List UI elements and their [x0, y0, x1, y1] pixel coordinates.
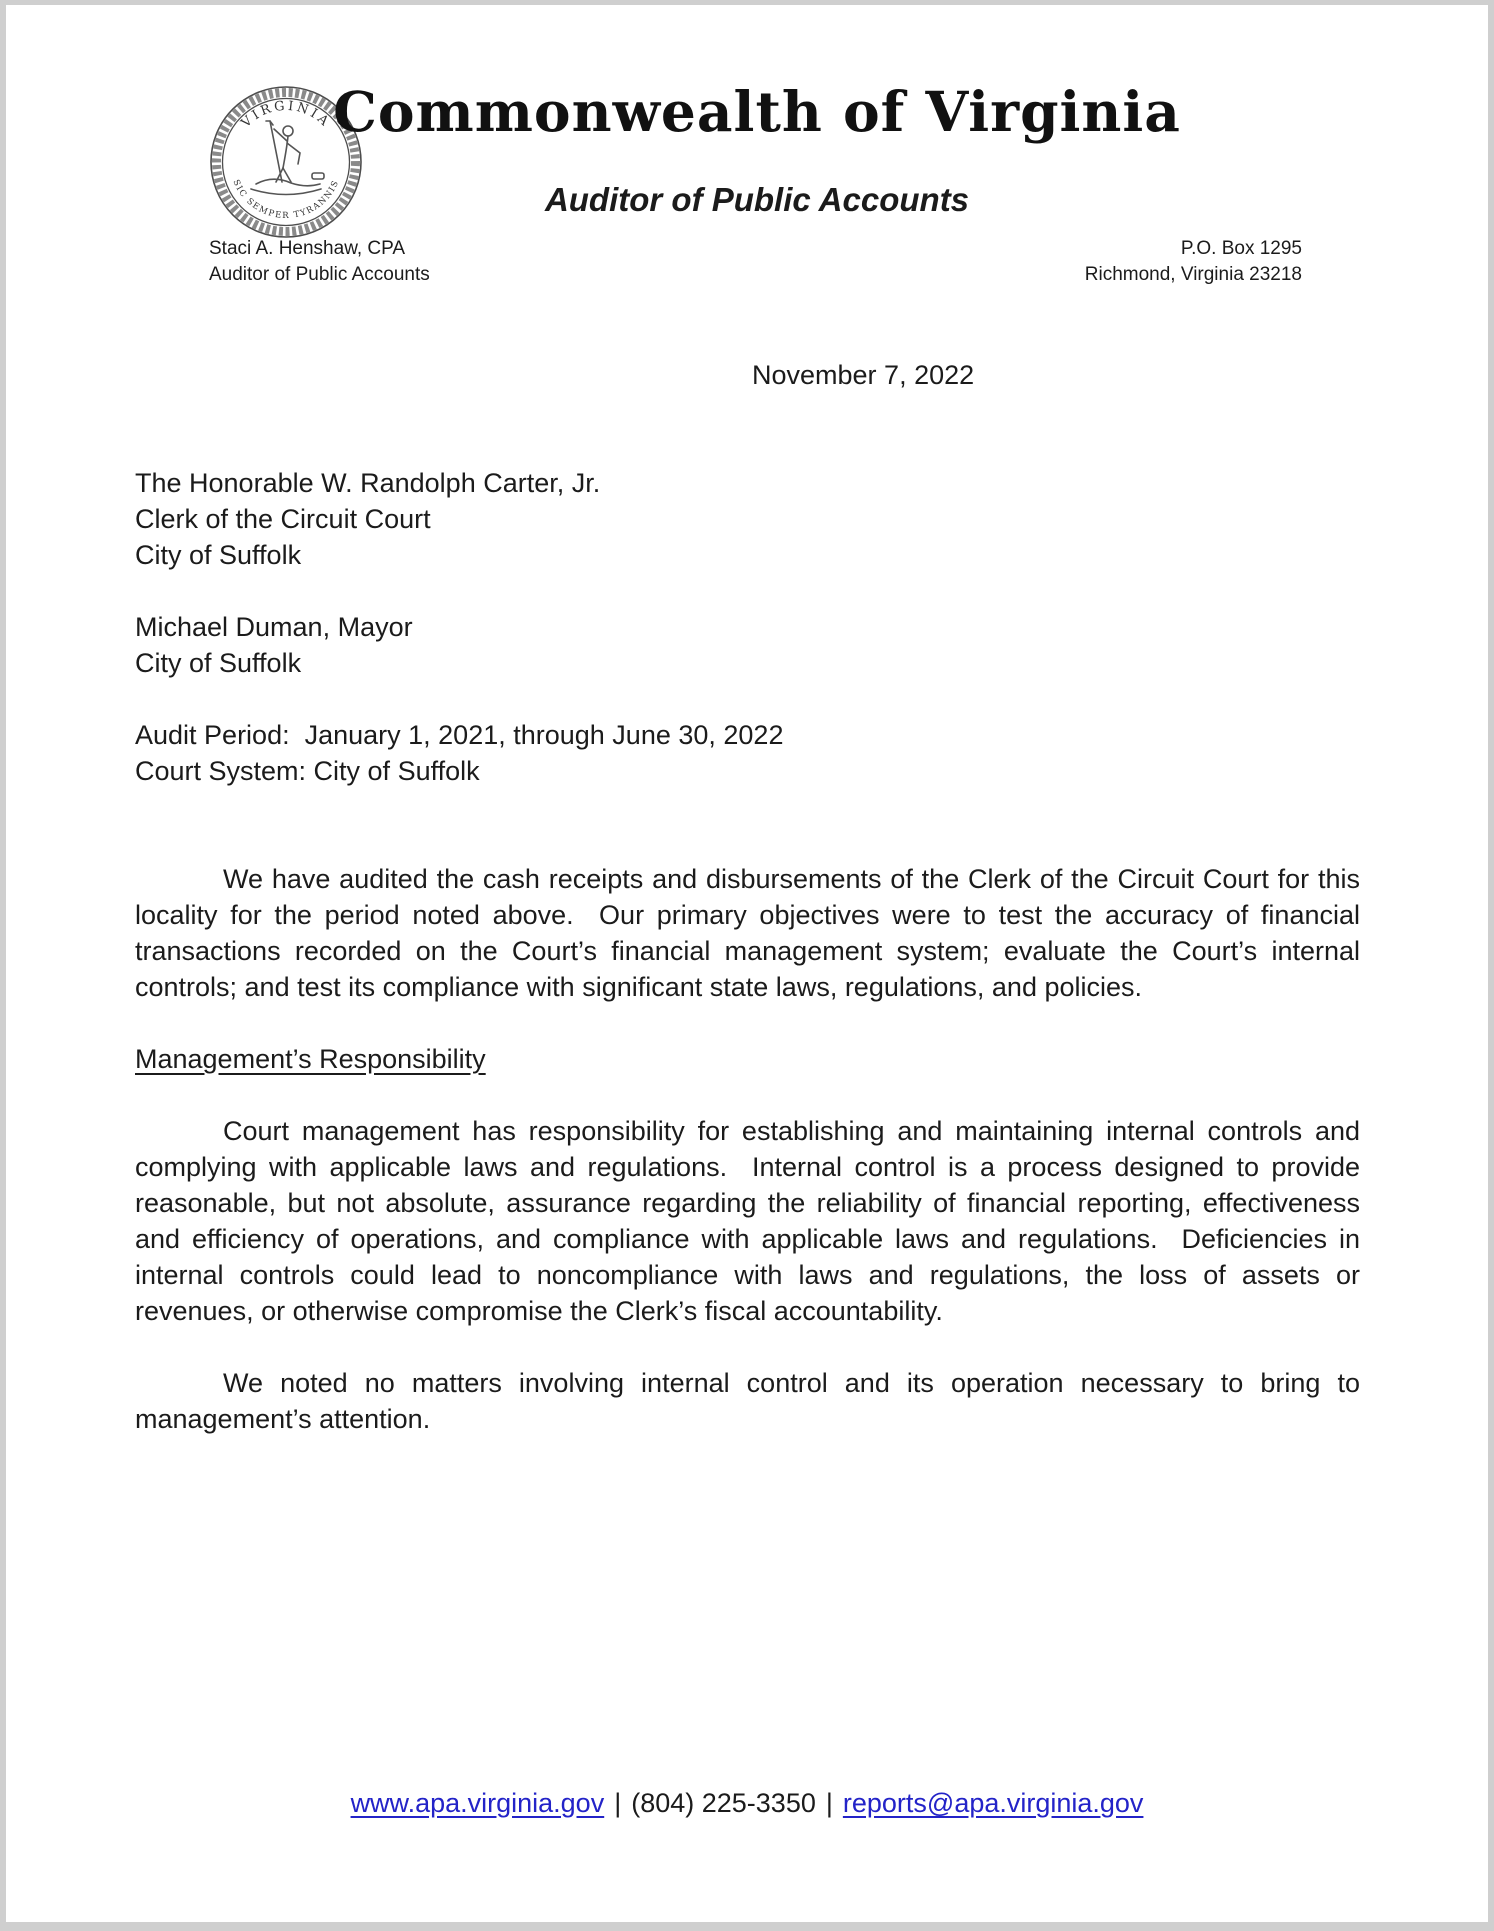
address-line-2: Richmond, Virginia 23218	[1084, 264, 1302, 285]
address-line-1: P.O. Box 1295	[1180, 238, 1302, 259]
footer-email-link[interactable]: reports@apa.virginia.gov	[842, 1788, 1144, 1818]
recipient-2-locality: City of Suffolk	[135, 648, 302, 678]
paragraph-no-matters-noted: We noted no matters involving internal control and its operation necessary to bring to management’s attention.	[135, 1368, 1368, 1434]
official-title: Auditor of Public Accounts	[209, 264, 430, 285]
section-heading-management-responsibility: Management’s Responsibility	[135, 1044, 486, 1074]
audit-info-block	[135, 717, 1360, 789]
seal-top-text: VIRGINIA	[238, 98, 334, 131]
court-system-line: Court System: City of Suffolk	[135, 756, 480, 786]
letter-body	[6, 5, 1488, 1473]
footer-separator-2: |	[825, 1788, 833, 1818]
footer-phone: (804) 225-3350	[631, 1788, 816, 1818]
recipient-1-name: The Honorable W. Randolph Carter, Jr.	[135, 468, 601, 498]
letter-date: November 7, 2022	[752, 360, 975, 390]
seal-motto-text: SIC SEMPER TYRANNIS	[230, 178, 342, 222]
recipient-2-name: Michael Duman, Mayor	[135, 612, 413, 642]
footer-contact-line	[6, 1785, 1488, 1821]
paragraph-audit-scope: We have audited the cash receipts and disbursements of the Clerk of the Circuit Court for this locality for the period noted above. Our primary objectives were to test the accuracy of financial transactions recorded on the Court’s financial management system; evaluate the Court’s internal controls; and test its compliance with significant state laws, regulations, and policies.	[135, 864, 1368, 1002]
recipient-1-locality: City of Suffolk	[135, 540, 302, 570]
recipient-block-1	[135, 465, 1360, 573]
footer-website-link[interactable]: www.apa.virginia.gov	[350, 1788, 605, 1818]
letter-page	[6, 5, 1488, 1922]
paragraph-management-responsibility: Court management has responsibility for establishing and maintaining internal controls and complying with applicable laws and regulations. Internal control is a process designed to provide reasonable, but not absolute, assurance regarding the reliability of financial reporting, effectiveness and efficiency of operations, and compliance with applicable laws and regulations. Deficiencies in internal controls could lead to noncompliance with laws and regulations, the loss of assets or revenues, or otherwise compromise the Clerk’s fiscal accountability.	[135, 1116, 1368, 1326]
org-subtitle: Auditor of Public Accounts	[544, 181, 970, 218]
org-title: Commonwealth of Virginia	[333, 79, 1181, 144]
recipient-1-title: Clerk of the Circuit Court	[135, 504, 431, 534]
footer-separator-1: |	[614, 1788, 622, 1818]
audit-period-line: Audit Period: January 1, 2021, through June 30, 2022	[135, 720, 784, 750]
official-name: Staci A. Henshaw, CPA	[209, 238, 406, 259]
recipient-block-2	[135, 609, 1360, 681]
